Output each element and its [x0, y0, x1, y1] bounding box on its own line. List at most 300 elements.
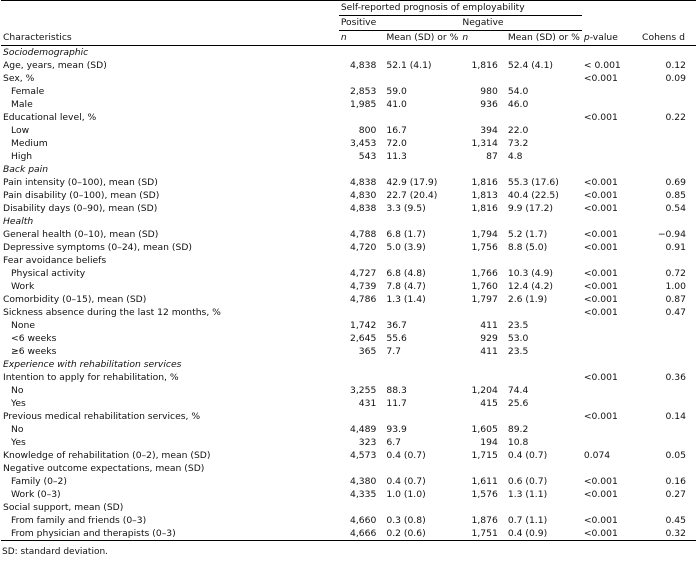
row-label: <6 weeks [11, 333, 57, 344]
positive-mean [382, 358, 460, 371]
negative-n: 1,576 [471, 489, 498, 500]
row-label: High [11, 151, 33, 162]
positive-n: 4,335 [350, 489, 377, 500]
table-header [1, 1, 696, 46]
cohens-d [638, 423, 696, 436]
negative-n: 936 [480, 99, 498, 110]
table-row [1, 306, 696, 319]
row-label: Medium [11, 138, 48, 149]
negative-n [460, 163, 504, 176]
p-value [582, 150, 638, 163]
header-row-group [1, 1, 696, 16]
negative-mean: 74.4 [507, 385, 529, 396]
mean-header-positive: Mean (SD) or % [382, 31, 460, 46]
positive-mean: 55.6 [386, 333, 407, 344]
table-row [1, 449, 696, 462]
positive-n [339, 46, 383, 60]
positive-mean: 7.7 [386, 346, 401, 357]
table-row [1, 462, 696, 475]
table-row [1, 436, 696, 449]
negative-n: 1,611 [471, 476, 498, 487]
positive-n: 4,727 [350, 268, 377, 279]
negative-mean [504, 410, 582, 423]
row-label: Back pain [3, 164, 49, 175]
negative-mean: 46.0 [507, 99, 529, 110]
positive-header: Positive [339, 16, 461, 31]
table-row [1, 254, 696, 267]
positive-n: 323 [358, 437, 377, 448]
positive-mean: 11.3 [386, 151, 407, 162]
negative-mean: 8.8 (5.0) [507, 242, 548, 253]
negative-mean: 40.4 (22.5) [507, 190, 559, 201]
cohens-d [638, 163, 696, 176]
negative-mean: 22.0 [507, 125, 529, 136]
cohens-d [638, 124, 696, 137]
positive-mean: 6.8 (1.7) [386, 229, 426, 240]
row-label: Sex, % [3, 73, 35, 84]
positive-mean: 36.7 [386, 320, 407, 331]
negative-mean: 0.7 (1.1) [507, 515, 548, 526]
positive-mean: 88.3 [386, 385, 407, 396]
p-value [582, 215, 638, 228]
positive-n: 4,838 [350, 60, 377, 71]
cohens-d [638, 436, 696, 449]
positive-n: 3,255 [350, 385, 377, 396]
negative-mean: 5.2 (1.7) [507, 229, 548, 240]
negative-mean: 89.2 [507, 424, 529, 435]
positive-mean: 5.0 (3.9) [386, 242, 426, 253]
table-row [1, 98, 696, 111]
row-label: Intention to apply for rehabilitation, % [3, 372, 179, 383]
positive-n [339, 215, 383, 228]
row-label: From family and friends (0–3) [11, 515, 147, 526]
negative-mean: 0.6 (0.7) [507, 476, 548, 487]
negative-n: 1,605 [471, 424, 498, 435]
negative-mean: 0.4 (0.7) [507, 450, 548, 461]
p-value: <0.001 [583, 177, 618, 188]
p-value: <0.001 [583, 229, 618, 240]
negative-n: 929 [480, 333, 498, 344]
cohens-d: 0.16 [665, 476, 686, 487]
negative-mean: 54.0 [507, 86, 529, 97]
positive-n: 1,742 [350, 320, 377, 331]
table-row [1, 189, 696, 202]
negative-mean: 55.3 (17.6) [507, 177, 559, 188]
negative-n: 980 [480, 86, 498, 97]
row-label: Comorbidity (0–15), mean (SD) [3, 294, 147, 305]
positive-n: 431 [358, 398, 377, 409]
positive-mean: 1.0 (1.0) [386, 489, 426, 500]
negative-n: 1,816 [471, 60, 498, 71]
table-row [1, 150, 696, 163]
negative-n: 1,813 [471, 190, 498, 201]
p-value: 0.074 [583, 450, 611, 461]
positive-mean: 0.4 (0.7) [386, 476, 426, 487]
positive-n: 1,985 [350, 99, 377, 110]
positive-mean [382, 163, 460, 176]
positive-mean [382, 215, 460, 228]
table-row [1, 527, 696, 541]
section-row [1, 215, 696, 228]
positive-n [339, 462, 383, 475]
row-label: Negative outcome expectations, mean (SD) [3, 463, 205, 474]
positive-mean [382, 111, 460, 124]
row-label: Sociodemographic [3, 47, 89, 58]
negative-n: 1,876 [471, 515, 498, 526]
table-row [1, 384, 696, 397]
negative-mean: 23.5 [507, 346, 529, 357]
n-header-negative: n [462, 32, 469, 43]
cohens-d: 0.12 [665, 60, 686, 71]
positive-mean [382, 72, 460, 85]
row-label: None [11, 320, 35, 331]
cohens-d [638, 215, 696, 228]
negative-mean [504, 501, 582, 514]
p-value [582, 345, 638, 358]
cohens-d-header: Cohens d [638, 31, 696, 46]
p-value [582, 85, 638, 98]
table-row [1, 514, 696, 527]
negative-n [460, 215, 504, 228]
negative-mean [504, 163, 582, 176]
cohens-d [638, 332, 696, 345]
positive-mean [382, 371, 460, 384]
table-row [1, 85, 696, 98]
p-value: <0.001 [583, 203, 618, 214]
negative-n [460, 410, 504, 423]
row-label: No [11, 424, 24, 435]
positive-mean: 0.2 (0.6) [382, 527, 460, 541]
table-row [1, 371, 696, 384]
cohens-d [638, 46, 696, 60]
positive-n: 2,645 [350, 333, 377, 344]
cohens-d: 1.00 [665, 281, 686, 292]
positive-mean: 52.1 (4.1) [386, 60, 432, 71]
table-row [1, 332, 696, 345]
negative-mean [504, 111, 582, 124]
row-label: ≥6 weeks [11, 346, 57, 357]
cohens-d: 0.32 [638, 527, 696, 541]
cohens-d: 0.87 [665, 294, 686, 305]
p-value [582, 254, 638, 267]
negative-n: 411 [480, 346, 498, 357]
negative-n [460, 371, 504, 384]
negative-n: 1,204 [471, 385, 498, 396]
negative-n: 194 [480, 437, 498, 448]
positive-n [339, 254, 383, 267]
negative-n [460, 254, 504, 267]
row-label: Knowledge of rehabilitation (0–2), mean (SD) [3, 450, 211, 461]
p-value [582, 423, 638, 436]
row-label: Health [3, 216, 34, 227]
row-label: Work [11, 281, 35, 292]
positive-n: 543 [358, 151, 377, 162]
p-value: <0.001 [582, 527, 638, 541]
section-row [1, 358, 696, 371]
positive-n: 4,786 [350, 294, 377, 305]
negative-n [460, 462, 504, 475]
positive-mean: 6.8 (4.8) [386, 268, 426, 279]
table-row [1, 241, 696, 254]
cohens-d [638, 358, 696, 371]
negative-n: 1,797 [471, 294, 498, 305]
table-row [1, 501, 696, 514]
negative-n: 415 [480, 398, 498, 409]
positive-n: 4,660 [350, 515, 377, 526]
negative-mean [504, 46, 582, 60]
p-value: <0.001 [583, 515, 618, 526]
positive-mean [382, 254, 460, 267]
p-value: < 0.001 [583, 60, 621, 71]
cohens-d: 0.85 [665, 190, 686, 201]
p-value: <0.001 [583, 268, 618, 279]
negative-header: Negative [460, 16, 582, 31]
p-value [582, 462, 638, 475]
footnote: SD: standard deviation. [2, 547, 109, 557]
positive-mean: 1.3 (1.4) [386, 294, 426, 305]
positive-mean: 42.9 (17.9) [386, 177, 438, 188]
p-value [582, 124, 638, 137]
negative-n: 1,766 [471, 268, 498, 279]
p-value [582, 397, 638, 410]
cohens-d [638, 137, 696, 150]
table-row [1, 137, 696, 150]
negative-mean: 10.8 [507, 437, 529, 448]
negative-mean: 52.4 (4.1) [507, 60, 554, 71]
header-row-columns [1, 31, 696, 46]
positive-n: 4,666 [339, 527, 383, 541]
table-row [1, 176, 696, 189]
table-row [1, 124, 696, 137]
positive-mean: 0.4 (0.7) [386, 450, 426, 461]
table-row [1, 228, 696, 241]
table-row [1, 397, 696, 410]
positive-n: 4,380 [350, 476, 377, 487]
table-row [1, 410, 696, 423]
cohens-d [638, 501, 696, 514]
positive-mean: 16.7 [386, 125, 407, 136]
row-label: Previous medical rehabilitation services, % [3, 411, 201, 422]
positive-n [339, 358, 383, 371]
positive-n: 4,830 [350, 190, 377, 201]
row-label: Low [11, 125, 30, 136]
p-value: <0.001 [583, 489, 618, 500]
positive-mean: 72.0 [386, 138, 407, 149]
characteristics-header: Characteristics [1, 31, 339, 46]
positive-n: 800 [358, 125, 377, 136]
positive-mean: 7.8 (4.7) [386, 281, 426, 292]
characteristics-table [1, 0, 696, 541]
p-value [582, 436, 638, 449]
cohens-d [638, 462, 696, 475]
positive-n: 4,720 [350, 242, 377, 253]
positive-n: 4,573 [350, 450, 377, 461]
negative-n [460, 72, 504, 85]
p-value [582, 137, 638, 150]
positive-n: 4,739 [350, 281, 377, 292]
p-value [582, 384, 638, 397]
positive-n [339, 111, 383, 124]
negative-n: 1,760 [471, 281, 498, 292]
positive-n: 4,838 [350, 203, 377, 214]
negative-n: 87 [486, 151, 498, 162]
table-row [1, 475, 696, 488]
cohens-d [638, 85, 696, 98]
negative-mean: 2.6 (1.9) [507, 294, 548, 305]
cohens-d: 0.36 [665, 372, 686, 383]
p-value [582, 46, 638, 60]
negative-n [460, 358, 504, 371]
positive-mean: 3.3 (9.5) [386, 203, 426, 214]
table-row [1, 293, 696, 306]
cohens-d: 0.45 [665, 515, 686, 526]
mean-header-negative: Mean (SD) or % [504, 31, 582, 46]
p-value: <0.001 [583, 476, 618, 487]
row-label: Disability days (0–90), mean (SD) [3, 203, 158, 214]
negative-mean: 12.4 (4.2) [507, 281, 554, 292]
row-label: Yes [11, 398, 26, 409]
negative-mean: 1.3 (1.1) [507, 489, 548, 500]
group-header: Self-reported prognosis of employability [339, 1, 582, 16]
negative-n: 1,756 [471, 242, 498, 253]
table-body [1, 46, 696, 541]
negative-mean [504, 215, 582, 228]
row-label: From physician and therapists (0–3) [1, 527, 339, 541]
cohens-d: 0.05 [665, 450, 686, 461]
p-value: <0.001 [583, 281, 618, 292]
positive-n [339, 306, 383, 319]
negative-n [460, 306, 504, 319]
cohens-d: 0.22 [665, 112, 686, 123]
negative-mean: 10.3 (4.9) [507, 268, 554, 279]
row-label: Yes [11, 437, 26, 448]
row-label: Pain disability (0–100), mean (SD) [3, 190, 160, 201]
positive-mean: 41.0 [386, 99, 407, 110]
cohens-d [638, 254, 696, 267]
negative-mean: 73.2 [507, 138, 529, 149]
negative-n: 1,816 [471, 203, 498, 214]
negative-n: 1,794 [471, 229, 498, 240]
cohens-d [638, 345, 696, 358]
positive-mean: 6.7 [386, 437, 401, 448]
row-label: Physical activity [11, 268, 86, 279]
positive-n: 4,788 [350, 229, 377, 240]
cohens-d: 0.14 [665, 411, 686, 422]
negative-n: 411 [480, 320, 498, 331]
positive-n: 365 [358, 346, 377, 357]
positive-mean [382, 462, 460, 475]
negative-mean [504, 462, 582, 475]
negative-n [460, 501, 504, 514]
row-label: Educational level, % [3, 112, 97, 123]
p-value: <0.001 [583, 307, 618, 318]
p-value [582, 501, 638, 514]
negative-mean [504, 72, 582, 85]
positive-n [339, 163, 383, 176]
positive-n [339, 501, 383, 514]
row-label: Family (0–2) [11, 476, 67, 487]
negative-n: 394 [480, 125, 498, 136]
positive-mean: 93.9 [386, 424, 407, 435]
p-value: <0.001 [583, 190, 618, 201]
section-row [1, 46, 696, 60]
row-label: Experience with rehabilitation services [3, 359, 182, 370]
cohens-d: 0.69 [665, 177, 686, 188]
negative-n: 1,314 [471, 138, 498, 149]
positive-mean: 11.7 [386, 398, 407, 409]
table-row [1, 267, 696, 280]
row-label: Pain intensity (0–100), mean (SD) [3, 177, 158, 188]
table-row [1, 345, 696, 358]
p-value: <0.001 [583, 242, 618, 253]
cohens-d [638, 98, 696, 111]
positive-mean [382, 46, 460, 60]
table-row [1, 202, 696, 215]
table-row [1, 111, 696, 124]
table-row [1, 280, 696, 293]
negative-mean [504, 358, 582, 371]
row-label: Social support, mean (SD) [3, 502, 124, 513]
section-row [1, 163, 696, 176]
p-value [582, 319, 638, 332]
cohens-d [638, 384, 696, 397]
table-row [1, 319, 696, 332]
row-label: General health (0–10), mean (SD) [3, 229, 159, 240]
n-header-positive: n [340, 32, 347, 43]
negative-mean: 23.5 [507, 320, 529, 331]
cohens-d: 0.09 [665, 73, 686, 84]
positive-mean: 0.3 (0.8) [386, 515, 426, 526]
table-row [1, 59, 696, 72]
p-value [582, 98, 638, 111]
cohens-d [638, 397, 696, 410]
table-row [1, 72, 696, 85]
positive-n: 2,853 [350, 86, 377, 97]
positive-n [339, 72, 383, 85]
cohens-d [638, 319, 696, 332]
positive-mean: 59.0 [386, 86, 407, 97]
p-value: <0.001 [583, 294, 618, 305]
positive-n: 4,489 [350, 424, 377, 435]
cohens-d [638, 150, 696, 163]
row-label: Male [11, 99, 33, 110]
negative-mean [504, 371, 582, 384]
p-value [582, 332, 638, 345]
p-value: <0.001 [583, 112, 618, 123]
positive-n: 3,453 [350, 138, 377, 149]
negative-mean [504, 254, 582, 267]
row-label: Fear avoidance beliefs [3, 255, 107, 266]
negative-mean: 53.0 [507, 333, 529, 344]
positive-n [339, 410, 383, 423]
p-value [582, 358, 638, 371]
positive-n: 4,838 [350, 177, 377, 188]
negative-mean: 0.4 (0.9) [504, 527, 582, 541]
table-row [1, 423, 696, 436]
row-label: Sickness absence during the last 12 months, % [3, 307, 221, 318]
positive-mean [382, 306, 460, 319]
negative-n: 1,715 [471, 450, 498, 461]
row-label: Age, years, mean (SD) [3, 60, 107, 71]
cohens-d: 0.72 [665, 268, 686, 279]
negative-mean [504, 306, 582, 319]
cohens-d: 0.54 [665, 203, 686, 214]
row-label: No [11, 385, 24, 396]
cohens-d: 0.47 [665, 307, 686, 318]
negative-n: 1,751 [460, 527, 504, 541]
positive-mean: 22.7 (20.4) [386, 190, 438, 201]
positive-mean [382, 410, 460, 423]
